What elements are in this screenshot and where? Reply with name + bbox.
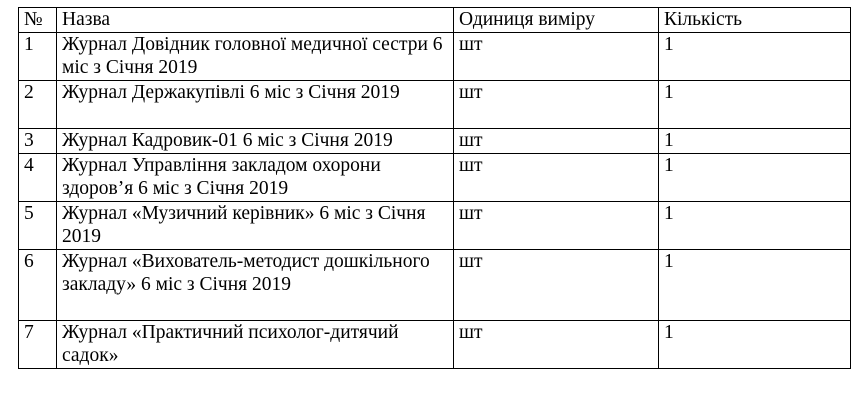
table-row (19, 154, 851, 202)
header-quantity: Кількість (659, 8, 851, 33)
row-unit: шт (454, 202, 659, 250)
row-name: Журнал «Вихователь-методист дошкільного закладу» 6 міс з Січня 2019 (57, 250, 454, 321)
row-number: 3 (19, 129, 57, 154)
table-row (19, 250, 851, 321)
row-quantity: 1 (659, 321, 851, 369)
row-name: Журнал «Музичний керівник» 6 міс з Січня 2019 (57, 202, 454, 250)
row-number: 7 (19, 321, 57, 369)
header-name: Назва (57, 8, 454, 33)
row-number: 4 (19, 154, 57, 202)
table-row (19, 81, 851, 129)
table-row (19, 33, 851, 81)
header-unit: Одиниця виміру (454, 8, 659, 33)
row-unit: шт (454, 154, 659, 202)
row-number: 6 (19, 250, 57, 321)
row-name: Журнал Довідник головної медичної сестри 6 міс з Січня 2019 (57, 33, 454, 81)
row-number: 2 (19, 81, 57, 129)
row-quantity: 1 (659, 202, 851, 250)
row-unit: шт (454, 129, 659, 154)
row-quantity: 1 (659, 81, 851, 129)
row-quantity: 1 (659, 154, 851, 202)
row-number: 5 (19, 202, 57, 250)
row-name: Журнал «Практичний психолог-дитячий садок» (57, 321, 454, 369)
row-unit: шт (454, 81, 659, 129)
items-table (18, 7, 851, 369)
row-name: Журнал Держакупівлі 6 міс з Січня 2019 (57, 81, 454, 129)
header-number: № (19, 8, 57, 33)
row-unit: шт (454, 321, 659, 369)
row-name: Журнал Управління закладом охорони здоров’я 6 міс з Січня 2019 (57, 154, 454, 202)
table-row (19, 129, 851, 154)
row-number: 1 (19, 33, 57, 81)
row-quantity: 1 (659, 129, 851, 154)
row-unit: шт (454, 33, 659, 81)
table-header-row (19, 8, 851, 33)
row-quantity: 1 (659, 33, 851, 81)
table-row (19, 321, 851, 369)
row-unit: шт (454, 250, 659, 321)
row-name: Журнал Кадровик-01 6 міс з Січня 2019 (57, 129, 454, 154)
row-quantity: 1 (659, 250, 851, 321)
table-row (19, 202, 851, 250)
